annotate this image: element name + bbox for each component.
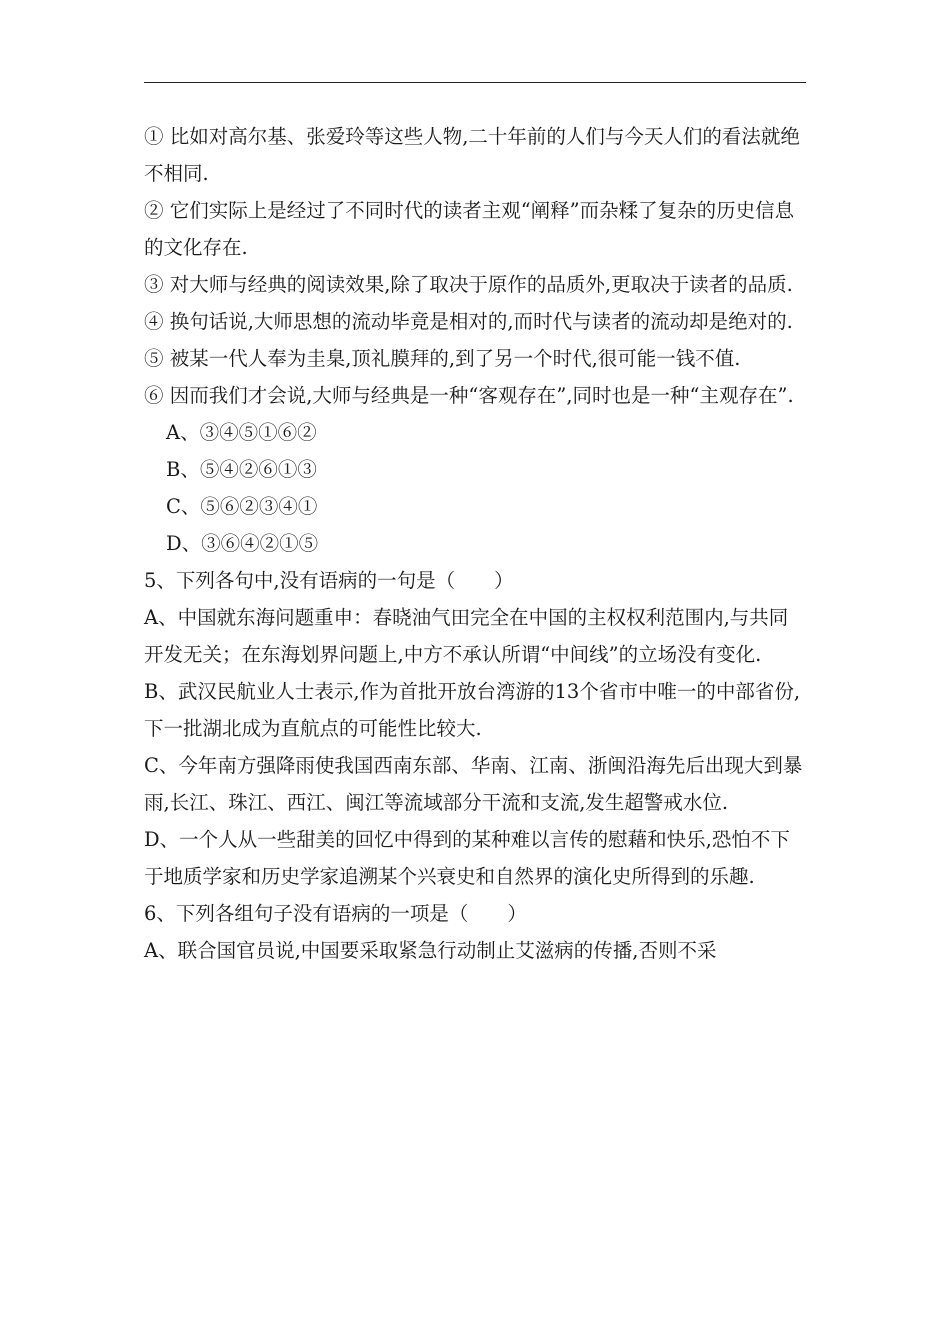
sentence-4: ④ 换句话说,大师思想的流动毕竟是相对的,而时代与读者的流动却是绝对的. <box>144 310 793 333</box>
header-rule <box>144 82 806 83</box>
q5-option-b: B、武汉民航业人士表示,作为首批开放台湾游的13个省市中唯一的中部省份,下一批湖北成为直航点的可能性比较大. <box>144 680 801 740</box>
q5-option-a: A、中国就东海问题重申：春晓油气田完全在中国的主权权利范围内,与共同开发无关；在东海划界问题上,中方不承认所谓“中间线”的立场没有变化. <box>144 606 789 666</box>
q4-option-c: C、⑤⑥②③④① <box>166 495 318 518</box>
sentence-5: ⑤ 被某一代人奉为圭臬,顶礼膜拜的,到了另一个时代,很可能一钱不值. <box>144 347 741 370</box>
q5-option-d: D、一个人从一些甜美的回忆中得到的某种难以言传的慰藉和快乐,恐怕不下于地质学家和历史学家追溯某个兴衰史和自然界的演化史所得到的乐趣. <box>144 828 790 888</box>
q6-stem: 6、下列各组句子没有语病的一项是（ ） <box>144 902 527 925</box>
sentence-1: ① 比如对高尔基、张爱玲等这些人物,二十年前的人们与今天人们的看法就绝不相同. <box>144 125 800 185</box>
document-body <box>144 118 806 969</box>
q4-option-b: B、⑤④②⑥①③ <box>166 458 317 481</box>
sentence-3: ③ 对大师与经典的阅读效果,除了取决于原作的品质外,更取决于读者的品质. <box>144 273 793 296</box>
sentence-6: ⑥ 因而我们才会说,大师与经典是一种“客观存在”,同时也是一种“主观存在”. <box>144 384 794 407</box>
sentence-2: ② 它们实际上是经过了不同时代的读者主观“阐释”而杂糅了复杂的历史信息的文化存在. <box>144 199 795 259</box>
q6-option-a: A、联合国官员说,中国要采取紧急行动制止艾滋病的传播,否则不采 <box>144 939 717 962</box>
q4-option-a: A、③④⑤①⑥② <box>166 421 317 444</box>
q5-option-c: C、今年南方强降雨使我国西南东部、华南、江南、浙闽沿海先后出现大到暴雨,长江、珠江、西江、闽江等流域部分干流和支流,发生超警戒水位. <box>144 754 803 814</box>
q4-option-d: D、③⑥④②①⑤ <box>166 532 319 555</box>
q5-stem: 5、下列各句中,没有语病的一句是（ ） <box>144 569 514 592</box>
